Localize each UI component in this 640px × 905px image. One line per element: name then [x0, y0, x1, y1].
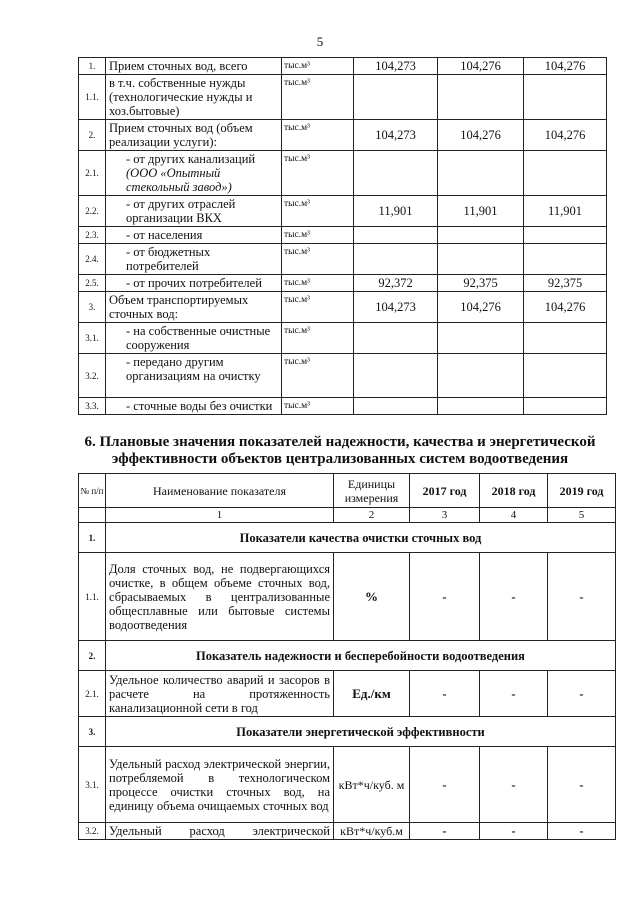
row-name-note: (ООО «Опытный стекольный завод»): [126, 166, 232, 194]
indicator-row: [79, 823, 616, 840]
row-name-text: - от прочих потребителей: [126, 276, 262, 290]
row-name-text: в т.ч. собственные нужды (технологические нужды и хоз.бытовые): [109, 76, 253, 118]
group-number: 1.: [79, 523, 106, 553]
row-unit: тыс.м³: [282, 75, 354, 120]
value-2018: [438, 398, 524, 415]
value-2017: 104,273: [354, 292, 438, 323]
row-name-text: - от других канализаций: [126, 152, 256, 166]
row-name: [106, 323, 282, 354]
indicator-name: Удельное количество аварий и засоров в расчете на протяженность канализационной сети в год: [106, 671, 334, 717]
value-2017: -: [410, 823, 480, 840]
indicator-row: [79, 747, 616, 823]
value-2018: [438, 75, 524, 120]
row-number: 3.1.: [79, 747, 106, 823]
value-2019: 104,276: [524, 120, 607, 151]
page-number: 5: [316, 34, 324, 49]
value-2018: -: [480, 747, 548, 823]
row-name: [106, 151, 282, 196]
row-name: [106, 227, 282, 244]
header-num: № п/п: [79, 474, 106, 508]
table-row: [79, 275, 607, 292]
value-2018: 104,276: [438, 58, 524, 75]
row-name: [106, 275, 282, 292]
table-row: [79, 323, 607, 354]
value-2018: -: [480, 823, 548, 840]
column-numbers-row: [79, 508, 616, 523]
row-number: 3.2.: [79, 354, 106, 398]
value-2019: -: [548, 823, 616, 840]
row-name-text: - от бюджетных потребителей: [126, 245, 211, 273]
row-unit: тыс.м³: [282, 354, 354, 398]
value-2017: [354, 151, 438, 196]
value-2019: [524, 227, 607, 244]
value-2018: -: [480, 553, 548, 641]
value-2017: [354, 227, 438, 244]
value-2017: [354, 323, 438, 354]
value-2017: 104,273: [354, 58, 438, 75]
group-row: [79, 641, 616, 671]
table-row: [79, 244, 607, 275]
value-2019: -: [548, 747, 616, 823]
row-unit: тыс.м³: [282, 151, 354, 196]
row-unit: тыс.м³: [282, 292, 354, 323]
value-2017: -: [410, 671, 480, 717]
group-row: [79, 523, 616, 553]
indicators-table: [78, 473, 616, 840]
colnum: 3: [410, 508, 480, 523]
header-year-2: 2018 год: [480, 474, 548, 508]
indicator-unit: кВт*ч/куб. м: [334, 747, 410, 823]
value-2019: [524, 398, 607, 415]
table-row: [79, 151, 607, 196]
row-name: [106, 75, 282, 120]
value-2019: 104,276: [524, 58, 607, 75]
value-2019: 92,375: [524, 275, 607, 292]
group-title: Показатель надежности и бесперебойности водоотведения: [106, 641, 616, 671]
row-number: 2.1.: [79, 151, 106, 196]
table-row: [79, 227, 607, 244]
row-name-text: - передано другим организациям на очистку: [126, 355, 261, 383]
value-2017: 11,901: [354, 196, 438, 227]
value-2019: [524, 323, 607, 354]
table-row: [79, 292, 607, 323]
row-unit: тыс.м³: [282, 275, 354, 292]
colnum: 1: [106, 508, 334, 523]
row-number: 3.2.: [79, 823, 106, 840]
value-2017: [354, 354, 438, 398]
value-2017: 92,372: [354, 275, 438, 292]
row-name: [106, 244, 282, 275]
indicator-unit: Ед./км: [334, 671, 410, 717]
row-number: 2.1.: [79, 671, 106, 717]
row-number: 1.: [79, 58, 106, 75]
row-name: [106, 292, 282, 323]
row-unit: тыс.м³: [282, 196, 354, 227]
header-name: Наименование показателя: [106, 474, 334, 508]
row-unit: тыс.м³: [282, 58, 354, 75]
row-name-text: - от населения: [126, 228, 203, 242]
row-name: [106, 196, 282, 227]
indicator-unit: %: [334, 553, 410, 641]
row-name-text: Прием сточных вод, всего: [109, 59, 248, 73]
row-number: 3.: [79, 292, 106, 323]
row-name-text: - от других отраслей организации ВКХ: [126, 197, 236, 225]
row-number: 2.5.: [79, 275, 106, 292]
row-unit: тыс.м³: [282, 323, 354, 354]
header-row: [79, 474, 616, 508]
value-2018: [438, 244, 524, 275]
group-title: Показатели энергетической эффективности: [106, 717, 616, 747]
colnum: 5: [548, 508, 616, 523]
table-row: [79, 75, 607, 120]
table-row: [79, 58, 607, 75]
table-row: [79, 196, 607, 227]
value-2019: 104,276: [524, 292, 607, 323]
table-row: [79, 354, 607, 398]
row-name: [106, 58, 282, 75]
indicator-name: Доля сточных вод, не подвергающихся очистке, в общем объеме сточных вод, сбрасываемых в централизованные общесплавные или бытовые системы водоотведения: [106, 553, 334, 641]
value-2017: 104,273: [354, 120, 438, 151]
row-unit: тыс.м³: [282, 227, 354, 244]
row-unit: тыс.м³: [282, 398, 354, 415]
indicator-unit: кВт*ч/куб.м: [334, 823, 410, 840]
volume-table: [78, 57, 607, 415]
indicator-row: [79, 553, 616, 641]
row-name: [106, 398, 282, 415]
value-2019: [524, 244, 607, 275]
row-number: 1.1.: [79, 553, 106, 641]
value-2018: 92,375: [438, 275, 524, 292]
row-unit: тыс.м³: [282, 120, 354, 151]
value-2018: -: [480, 671, 548, 717]
table-row: [79, 398, 607, 415]
group-title: Показатели качества очистки сточных вод: [106, 523, 616, 553]
group-row: [79, 717, 616, 747]
header-year-3: 2019 год: [548, 474, 616, 508]
row-number: 2.4.: [79, 244, 106, 275]
row-name-text: Прием сточных вод (объем реализации услуги):: [109, 121, 253, 149]
row-number: 2.: [79, 120, 106, 151]
row-unit: тыс.м³: [282, 244, 354, 275]
row-number: 1.1.: [79, 75, 106, 120]
row-number: 3.3.: [79, 398, 106, 415]
value-2019: [524, 354, 607, 398]
row-name: [106, 354, 282, 398]
value-2017: -: [410, 553, 480, 641]
indicator-row: [79, 671, 616, 717]
row-number: 3.1.: [79, 323, 106, 354]
value-2018: 11,901: [438, 196, 524, 227]
value-2017: [354, 244, 438, 275]
colnum: 2: [334, 508, 410, 523]
value-2018: [438, 151, 524, 196]
group-number: 3.: [79, 717, 106, 747]
value-2018: [438, 227, 524, 244]
row-number: 2.2.: [79, 196, 106, 227]
section-title: 6. Плановые значения показателей надежности, качества и энергетической эффективности объектов централизованных систем водоотведения: [84, 434, 596, 467]
row-name-text: - сточные воды без очистки: [126, 399, 273, 413]
row-name-text: Объем транспортируемых сточных вод:: [109, 293, 249, 321]
value-2019: [524, 151, 607, 196]
row-number: 2.3.: [79, 227, 106, 244]
value-2018: [438, 354, 524, 398]
colnum: 4: [480, 508, 548, 523]
value-2019: -: [548, 671, 616, 717]
header-unit: Единицы измерения: [334, 474, 410, 508]
group-number: 2.: [79, 641, 106, 671]
value-2017: [354, 398, 438, 415]
value-2018: [438, 323, 524, 354]
header-year-1: 2017 год: [410, 474, 480, 508]
value-2017: -: [410, 747, 480, 823]
value-2019: [524, 75, 607, 120]
table-row: [79, 120, 607, 151]
row-name-text: - на собственные очистные сооружения: [126, 324, 271, 352]
value-2018: 104,276: [438, 120, 524, 151]
value-2017: [354, 75, 438, 120]
value-2019: -: [548, 553, 616, 641]
indicator-name: Удельный расход электрической: [106, 823, 334, 840]
indicator-name: Удельный расход электрической энергии, потребляемой в технологическом процессе очистки сточных вод, на единицу объема очищаемых сточных вод: [106, 747, 334, 823]
row-name: [106, 120, 282, 151]
value-2018: 104,276: [438, 292, 524, 323]
value-2019: 11,901: [524, 196, 607, 227]
